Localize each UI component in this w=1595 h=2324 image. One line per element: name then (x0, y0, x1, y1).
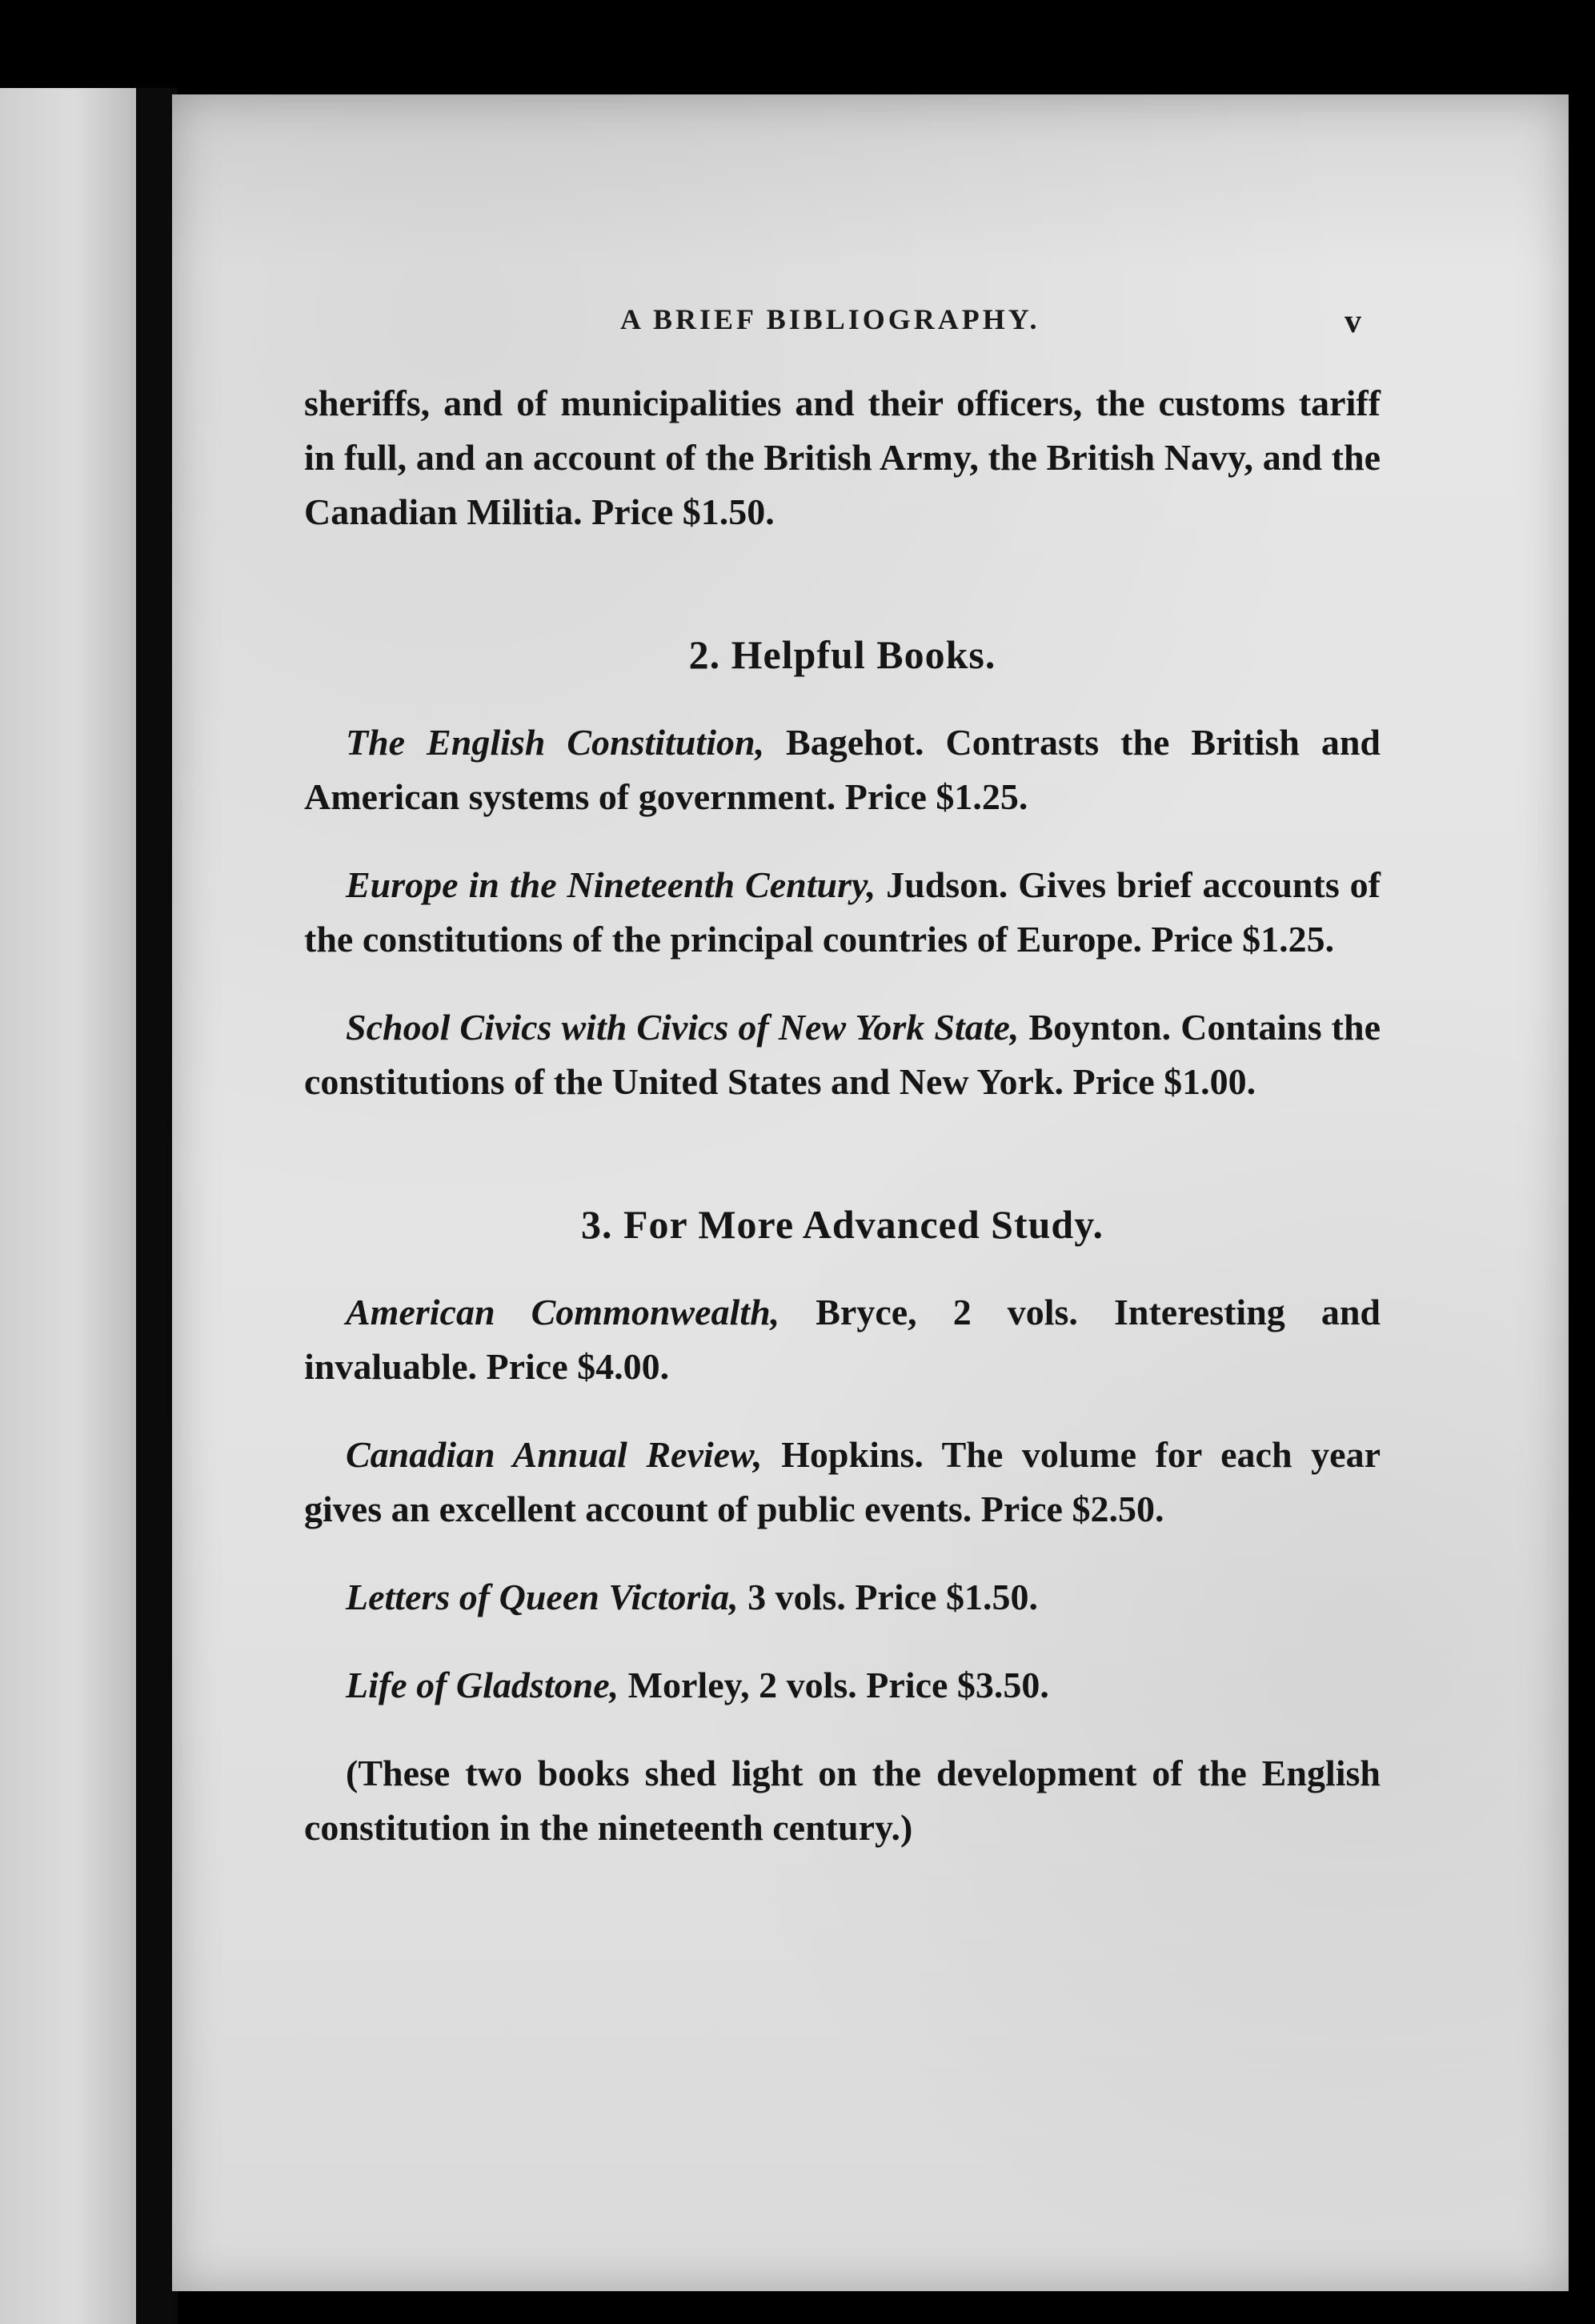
entry-title: Europe in the Nineteenth Century, (346, 864, 876, 905)
entry-school-civics (304, 1000, 1381, 1109)
entry-description: 3 vols. Price $1.50. (738, 1577, 1038, 1617)
entry-title: Letters of Queen Victoria, (346, 1577, 739, 1617)
page-number: v (1345, 303, 1361, 340)
entry-europe-nineteenth-century (304, 858, 1381, 967)
entry-description: Judson. Gives brief accounts of the constitutions of the principal countries of Europe. Price $1.25. (304, 864, 1381, 960)
entry-title: Canadian Annual Review, (346, 1434, 763, 1475)
entry-american-commonwealth (304, 1285, 1381, 1394)
book-page (172, 94, 1569, 2291)
entry-description: Bagehot. Contrasts the British and American systems of government. Price $1.25. (304, 722, 1381, 817)
section-heading-advanced-study: 3. For More Advanced Study. (581, 1202, 1104, 1247)
continuation-paragraph: sheriffs, and of municipalities and their officers, the customs tariff in full, and an account of the British Army, the British Navy, and the Canadian Militia. Price $1.50. (304, 383, 1381, 532)
entry-description: Bryce, 2 vols. Interesting and invaluable. Price $4.00. (304, 1292, 1381, 1387)
entry-title: School Civics with Civics of New York State, (346, 1007, 1020, 1048)
entry-title: American Commonwealth, (346, 1292, 780, 1332)
entry-description: Morley, 2 vols. Price $3.50. (619, 1665, 1049, 1705)
section-heading-helpful-books: 2. Helpful Books. (688, 632, 996, 677)
entry-title: The English Constitution, (346, 722, 765, 763)
entry-canadian-annual-review (304, 1428, 1381, 1537)
running-title: A BRIEF BIBLIOGRAPHY. (620, 303, 1040, 335)
facing-page-edge (0, 88, 136, 2324)
page-body (304, 376, 1381, 1855)
entry-title: Life of Gladstone, (346, 1665, 619, 1705)
running-head (172, 303, 1569, 351)
entry-english-constitution (304, 715, 1381, 824)
entry-life-of-gladstone (304, 1658, 1381, 1713)
entry-description: Boynton. Contains the constitutions of the United States and New York. Price $1.00. (304, 1007, 1381, 1102)
entry-letters-queen-victoria (304, 1570, 1381, 1625)
entry-description: Hopkins. The volume for each year gives an excellent account of public events. Price $2.50. (304, 1434, 1381, 1529)
section-note: (These two books shed light on the development of the English constitution in the nineteenth century.) (304, 1753, 1381, 1848)
